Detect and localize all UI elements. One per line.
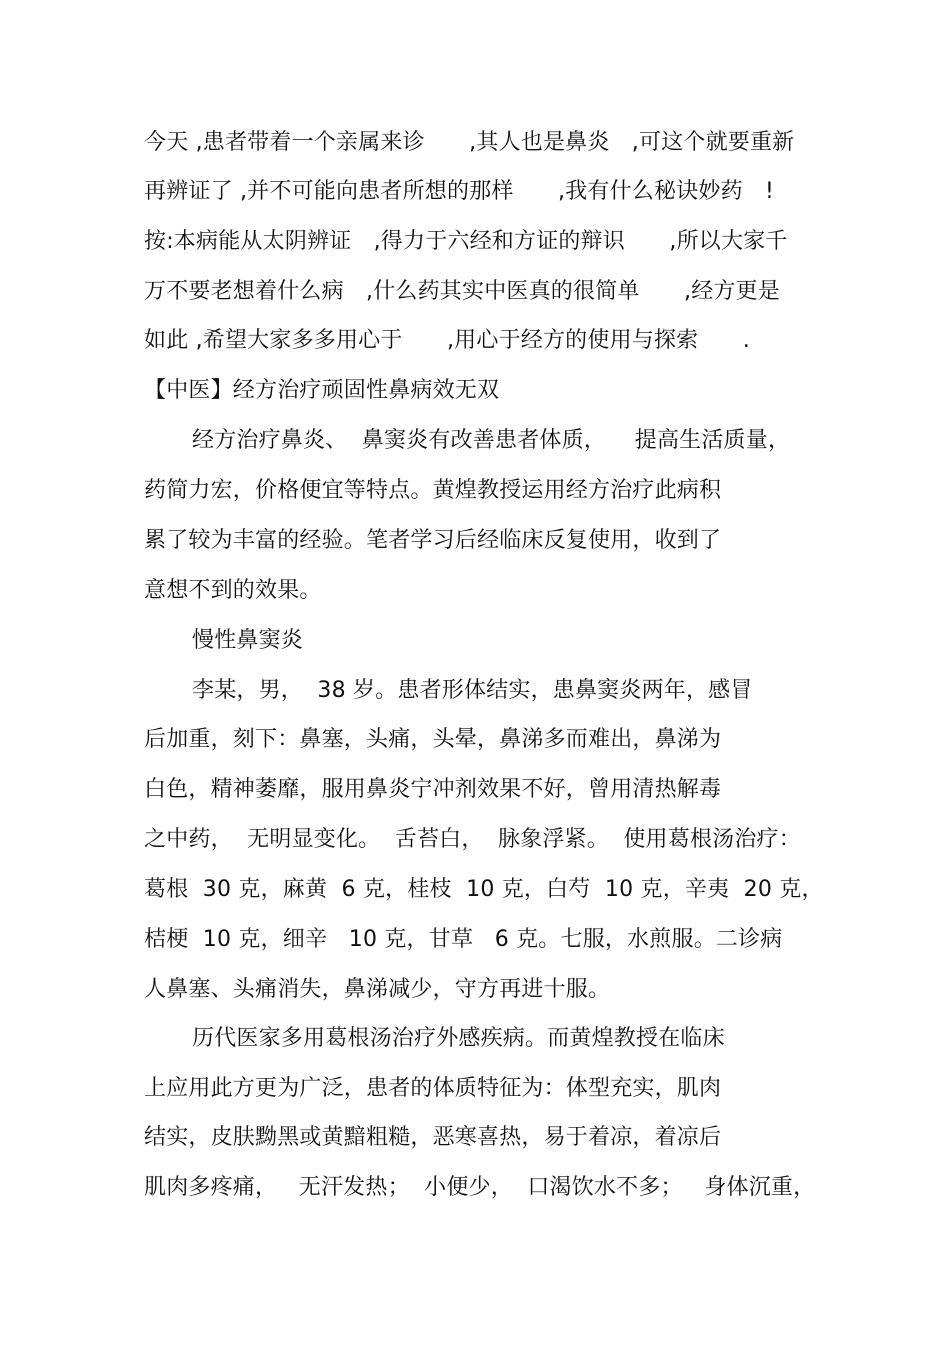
text-line: 药简力宏，价格便宜等特点。黄煌教授运用经方治疗此病积	[144, 478, 722, 503]
text-line: 意想不到的效果。	[144, 578, 322, 603]
text-line: 累了较为丰富的经验。笔者学习后经临床反复使用，收到了	[144, 528, 722, 553]
text-line: 白色，精神萎靡，服用鼻炎宁冲剂效果不好，曾用清热解毒	[144, 777, 722, 802]
text-line: 按:本病能从太阴辨证 ,得力于六经和方证的辩识 ,所以大家千	[144, 229, 788, 254]
text-line: 再辨证了 ,并不可能向患者所想的那样 ,我有什么秘诀妙药 !	[144, 179, 775, 204]
text-line: 后加重，刻下：鼻塞，头痛，头晕，鼻涕多而难出，鼻涕为	[144, 727, 722, 752]
text-line: 万不要老想着什么病 ,什么药其实中医真的很简单 ,经方更是	[144, 279, 780, 304]
text-line: 葛根 30 克，麻黄 6 克，桂枝 10 克，白芍 10 克，辛夷 20 克，	[144, 877, 824, 902]
text-line: 结实，皮肤黝黑或黄黯粗糙，恶寒喜热，易于着凉，着凉后	[144, 1125, 722, 1150]
text-line: 人鼻塞、头痛消失，鼻涕减少，守方再进十服。	[144, 977, 611, 1002]
section-heading: 【中医】经方治疗顽固性鼻病效无双	[144, 378, 500, 403]
paragraph-first-line: 李某，男， 38 岁。患者形体结实，患鼻窦炎两年，感冒	[192, 678, 753, 703]
text-line: 上应用此方更为广泛，患者的体质特征为：体型充实，肌肉	[144, 1076, 722, 1101]
text-line: 之中药， 无明显变化。 舌苔白， 脉象浮紧。 使用葛根汤治疗：	[144, 827, 801, 852]
subheading: 慢性鼻窦炎	[192, 628, 304, 653]
text-line: 肌肉多疼痛， 无汗发热； 小便少， 口渴饮水不多； 身体沉重，	[144, 1175, 816, 1200]
text-line: 如此 ,希望大家多多用心于 ,用心于经方的使用与探索 .	[144, 328, 750, 353]
text-line: 今天 ,患者带着一个亲属来诊 ,其人也是鼻炎 ,可这个就要重新	[144, 130, 795, 155]
paragraph-first-line: 历代医家多用葛根汤治疗外感疾病。而黄煌教授在临床	[192, 1026, 725, 1051]
paragraph-first-line: 经方治疗鼻炎、 鼻窦炎有改善患者体质， 提高生活质量，	[192, 428, 791, 453]
text-line: 桔梗 10 克，细辛 10 克，甘草 6 克。七服，水煎服。二诊病	[144, 927, 783, 952]
